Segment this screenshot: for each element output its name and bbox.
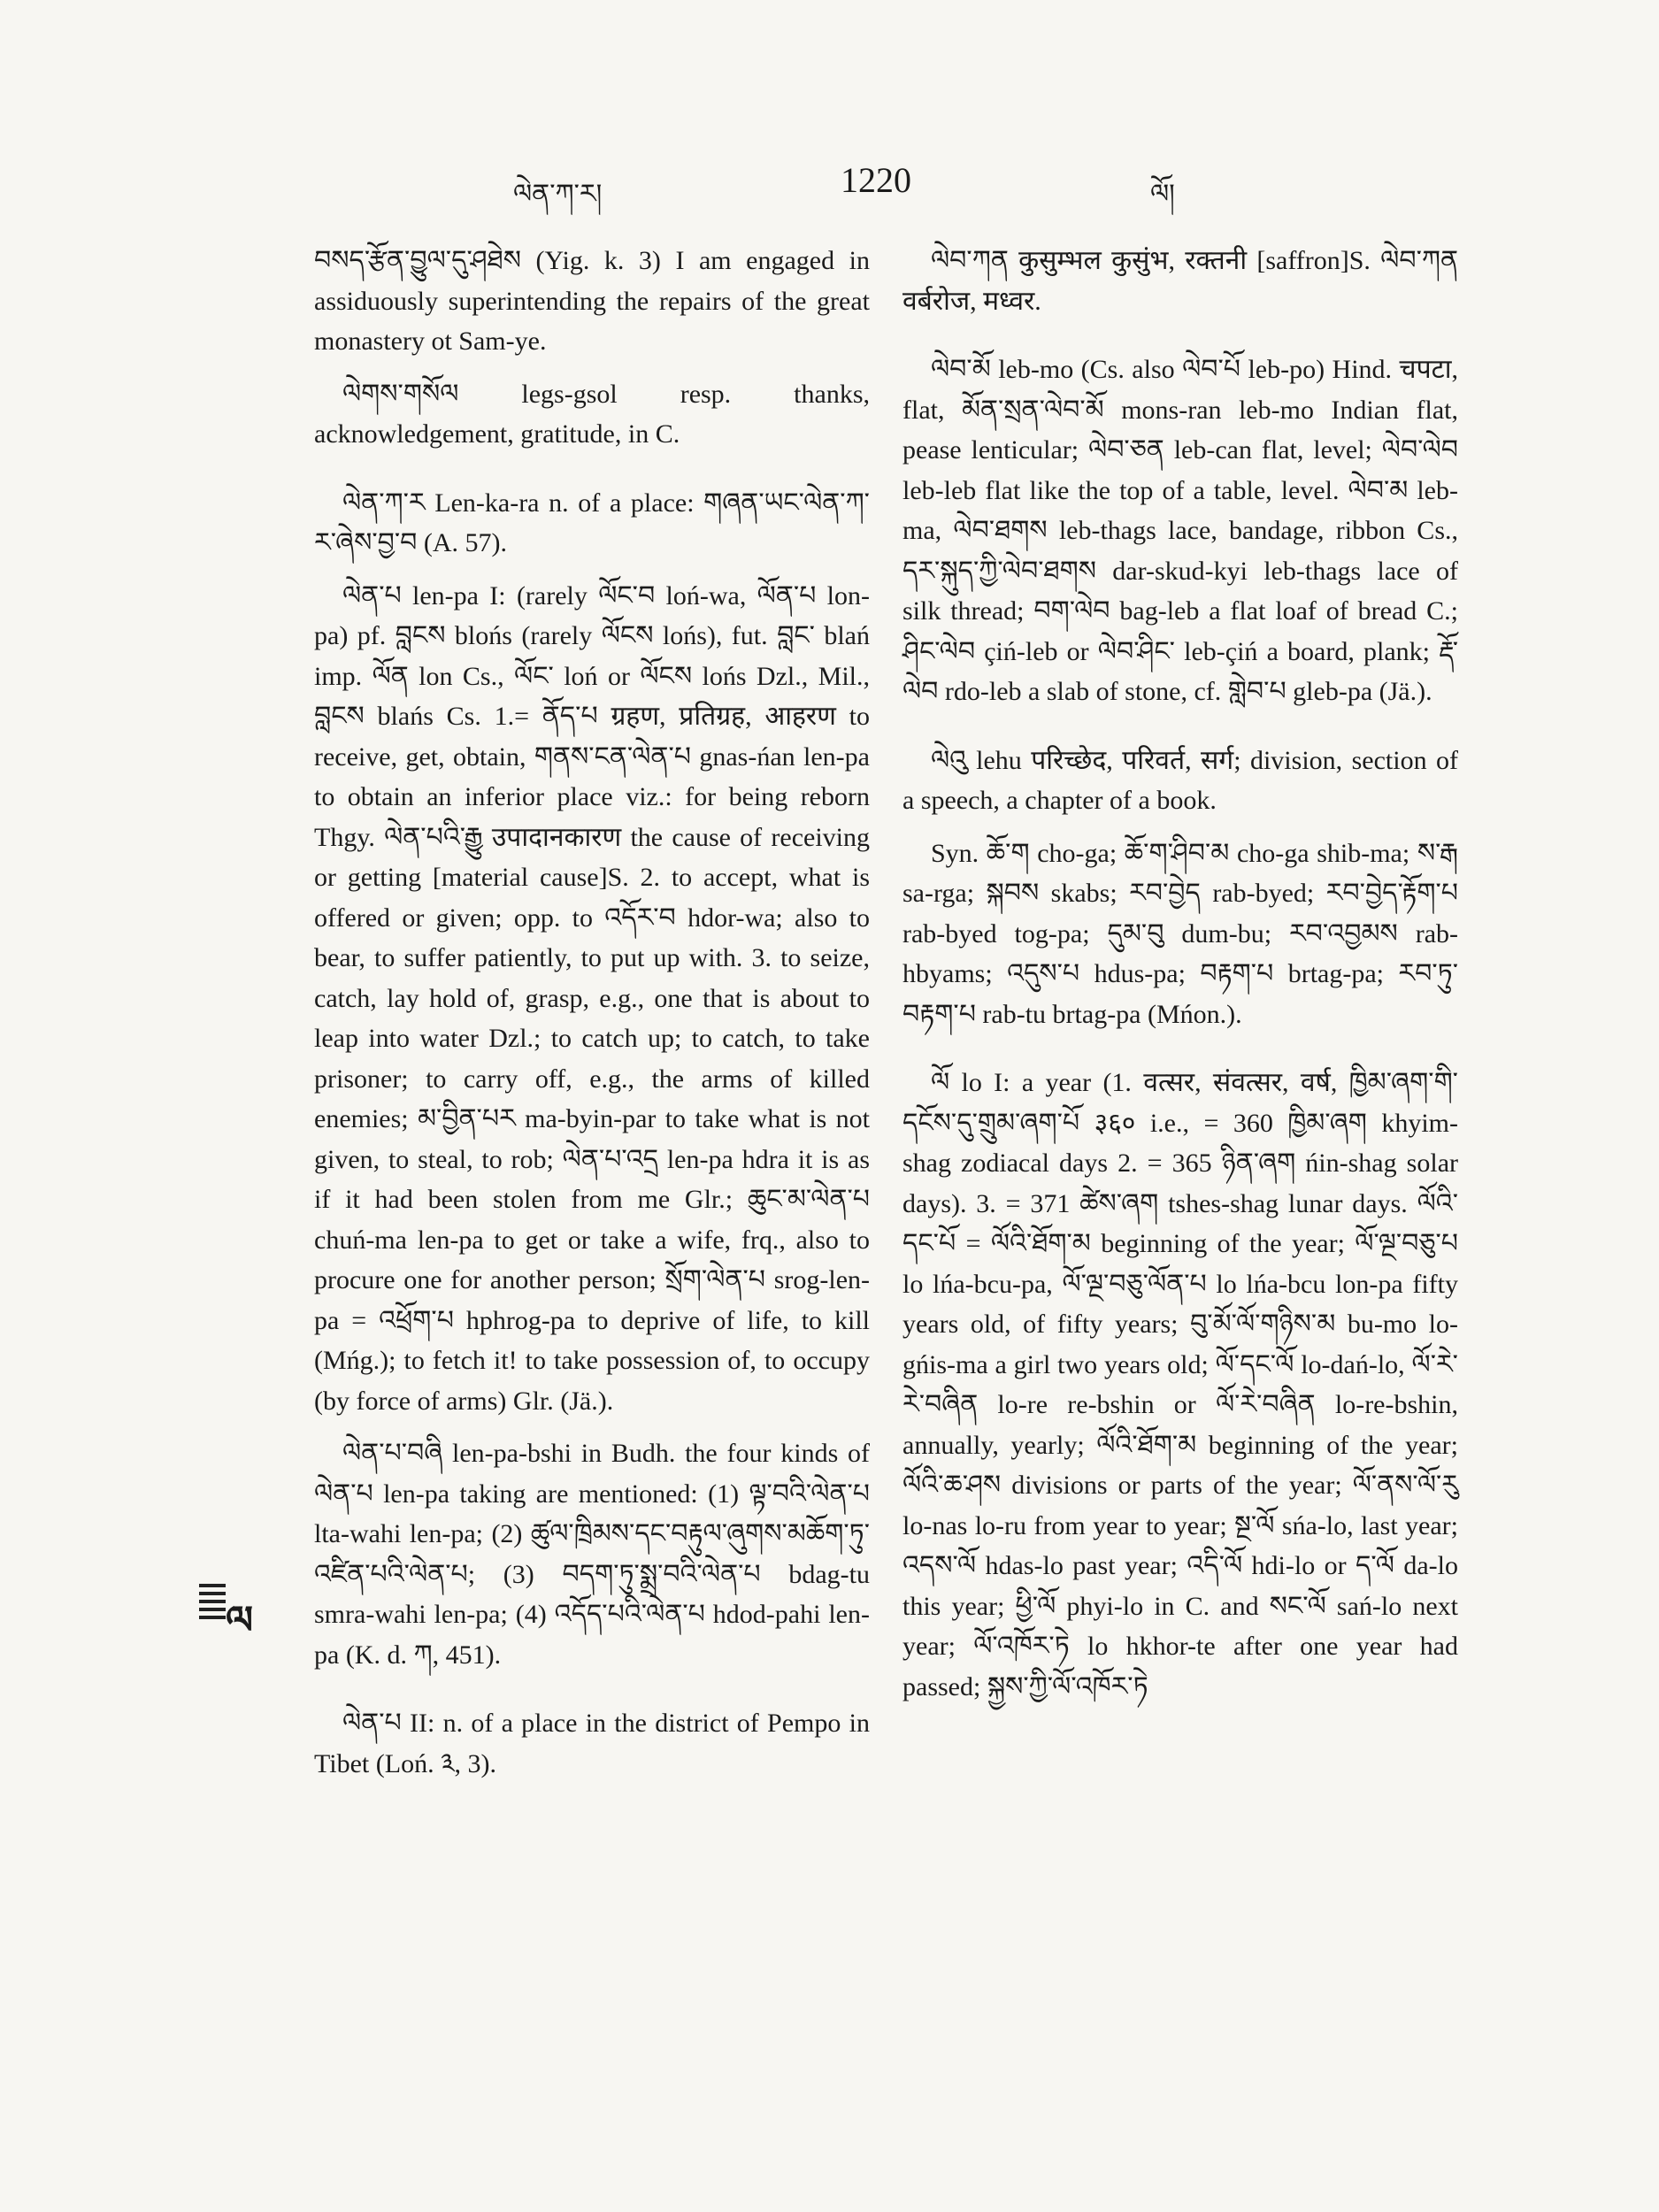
- left-column: [314, 241, 870, 1796]
- entry-lo-i: ལོ lo I: a year (1. वत्सर, संवत्सर, वर्ष, ཁྱིམ་ཞག་གི་དངོས་དུ་གྲུམ་ཞག་པོ ३६० i.e., = 360 ཁྱིམ་ཞག khyim-shag zodiacal days 2. = 365 ཉིན་ཞག ńin-shag solar days). 3. = 371 ཚེས་ཞག tshes-shag lunar days. ལོའི་དང་པོ = ལོའི་ཐོག་མ beginning of the year; ལོ་ལྔ་བཅུ་པ lo lńa-bcu-pa, ལོ་ལྔ་བཅུ་ལོན་པ lo lńa-bcu lon-pa fifty years old, of fifty years; བུ་མོ་ལོ་གཉིས་མ bu-mo lo-gńis-ma a girl two years old; ལོ་དང་ལོ lo-dań-lo, ལོ་རེ་རེ་བཞིན lo-re re-bshin or ལོ་རེ་བཞིན lo-re-bshin, annually, yearly; ལོའི་ཐོག་མ beginning of the year; ལོའི་ཆ་ཤས divisions or parts of the year; ལོ་ནས་ལོ་རུ lo-nas lo-ru from year to year; སྔ་ལོ sńa-lo, last year; འདས་ལོ hdas-lo past year; འདི་ལོ hdi-lo or ད་ལོ da-lo this year; ཕྱི་ལོ phyi-lo in C. and སང་ལོ sań-lo next year; ལོ་འཁོར་ཏེ lo hkhor-te after one year had passed; སྐྱས་ཀྱི་ལོ་འཁོར་ཏེ: [902, 1068, 1458, 1701]
- entry-synonyms: Syn. ཆོ་ག cho-ga; ཆོ་ག་ཤིབ་མ cho-ga shib-ma; ས་རྒ sa-rga; སྐབས skabs; རབ་བྱེད rab-byed; རབ་བྱེད་རྟོག་པ rab-byed tog-pa; དུམ་བུ dum-bu; རབ་འབྱམས rab-hbyams; འདུས་པ hdus-pa; བརྟག་པ brtag-pa; རབ་ཏུ་བརྟག་པ rab-tu brtag-pa (Mńon.).: [902, 838, 1458, 1029]
- entry-len-ka-ra: ལེན་ཀ་ར Len-ka-ra n. of a place: གཞན་ཡང་ལེན་ཀ་ར་ཞེས་བྱ་བ (A. 57).: [314, 488, 870, 557]
- margin-lines-icon: [199, 1584, 226, 1619]
- entry-len-pa-i: ལེན་པ len-pa I: (rarely ལོང་བ loń-wa, ལོན་པ lon-pa) pf. བླངས blońs (rarely ལོངས lońs), fut. བླང་ blań imp. ལོན lon Cs., ལོང་ loń or ལོངས lońs Dzl., Mil., བླངས blańs Cs. 1.= ནོད་པ ग्रहण, प्रतिग्रह, आहरण to receive, get, obtain, གནས་ངན་ལེན་པ gnas-ńan len-pa to obtain an inferior place viz.: for being reborn Thgy. ལེན་པའི་རྒྱུ उपादानकारण the cause of receiving or getting [material cause]S. 2. to accept, what is offered or given; opp. to འདོར་བ hdor-wa; also to bear, to suffer patiently, to put up with. 3. to seize, catch, lay hold of, grasp, e.g., one that is about to leap into water Dzl.; to catch up; to catch, to take prisoner; to carry off, e.g., the arms of killed enemies; མ་བྱིན་པར ma-byin-par to take what is not given, to steal, to rob; ལེན་པ་འདྲ len-pa hdra it is as if it had been stolen from me Glr.; ཆུང་མ་ལེན་པ chuń-ma len-pa to get or take a wife, frq., also to procure one for another person; སྲོག་ལེན་པ srog-len-pa = འཕྲོག་པ hphrog-pa to deprive of life, to kill (Mńg.); to fetch it! to take possession of, to occupy (by force of arms) Glr. (Jä.).: [314, 580, 870, 1416]
- entry-legs-gsol: ལེགས་གསོལ legs-gsol resp. thanks, acknowledgement, gratitude, in C.: [314, 379, 870, 449]
- page-number: 1220: [841, 160, 911, 200]
- running-header: [310, 159, 1469, 212]
- entry-len-pa-bshi: ལེན་པ་བཞི len-pa-bshi in Budh. the four kinds of ལེན་པ len-pa taking are mentioned: (1) ལྟ་བའི་ལེན་པ lta-wahi len-pa; (2) ཚུལ་ཁྲིམས་དང་བརྟུལ་ཞུགས་མཆོག་ཏུ་འཛིན་པའི་ལེན་པ; (3) བདག་ཏུ་སྨྲ་བའི་ལེན་པ bdag-tu smra-wahi len-pa; (4) འདོད་པའི་ལེན་པ hdod-pahi len-pa (K. d. ཀ, 451).: [314, 1439, 870, 1670]
- right-column: [902, 241, 1458, 1719]
- right-guide-word: ལོ།: [1150, 180, 1175, 209]
- entry-len-pa-ii: ལེན་པ II: n. of a place in the district of Pempo in Tibet (Loń. ༣, 3).: [314, 1709, 870, 1778]
- entry-continuation: བསད་རྩོན་བྱུལ་དུ་ཤཐེས (Yig. k. 3) I am engaged in assiduously superintending the repairs of the great monastery ot Sam-ye.: [314, 246, 870, 356]
- entry-lehu: ལེའུ lehu परिच्छेद, परिवर्त, सर्ग; division, section of a speech, a chapter of a book.: [902, 745, 1458, 815]
- margin-letter: ལ: [226, 1599, 254, 1642]
- entry-leb-mo: ལེབ་མོ leb-mo (Cs. also ལེབ་པོ leb-po) Hind. चपटा, flat, མོན་སྲན་ལེབ་མོ mons-ran leb-mo Indian flat, pease lenticular; ལེབ་ཅན leb-can flat, level; ལེབ་ལེབ leb-leb flat like the top of a table, level. ལེབ་མ leb-ma, ལེབ་ཐགས leb-thags lace, bandage, ribbon Cs., དར་སྐུད་ཀྱི་ལེབ་ཐགས dar-skud-kyi leb-thags lace of silk thread; བག་ལེབ bag-leb a flat loaf of bread C.; ཤིང་ལེབ çiń-leb or ལེབ་ཤིང་ leb-çiń a board, plank; རྡོ་ལེབ rdo-leb a slab of stone, cf. གླེབ་པ gleb-pa (Jä.).: [902, 355, 1458, 706]
- left-guide-word: ལེན་ཀ་ར།: [513, 180, 603, 209]
- entry-leb-kan: ལེབ་ཀན कुसुम्भल कुसुंभ, रक्तनी [saffron]S. ལེབ་ཀན वर्बरोज, मध्वर.: [902, 246, 1458, 316]
- margin-index-mark: [199, 1575, 279, 1642]
